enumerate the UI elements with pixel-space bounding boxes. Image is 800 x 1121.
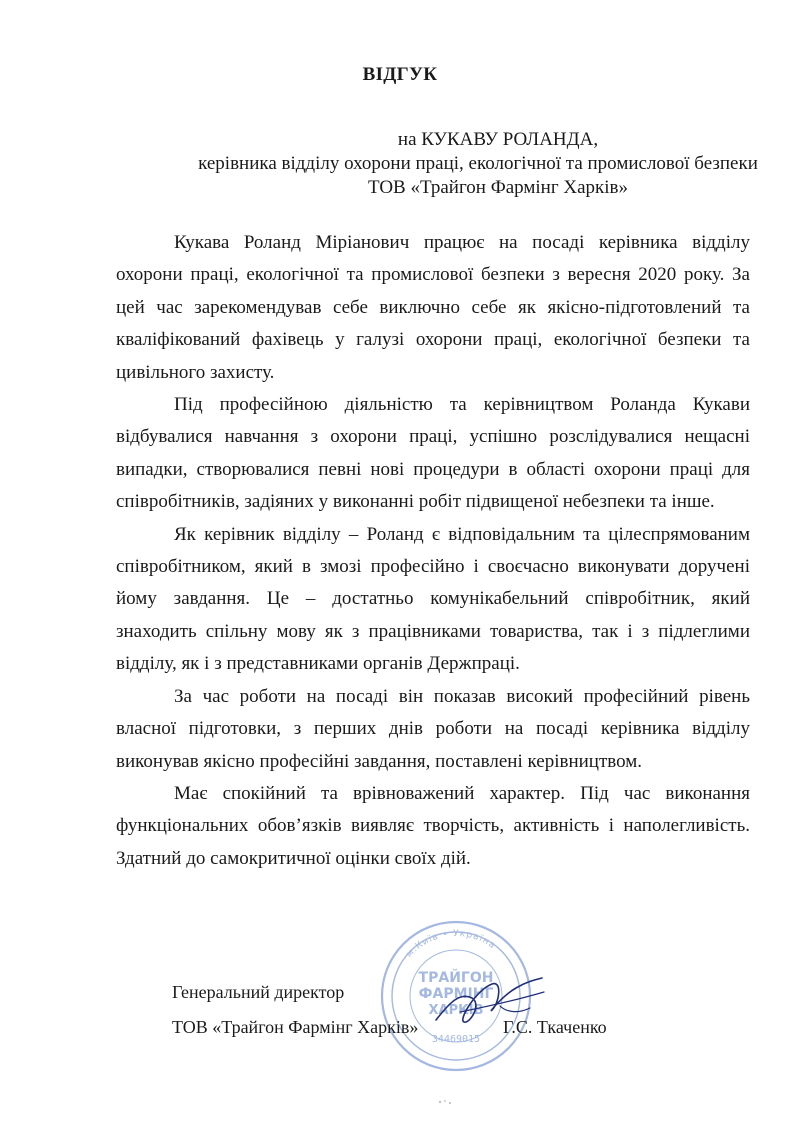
document-body	[116, 227, 750, 875]
paragraph: Під професійною діяльністю та керівництвом Роланда Кукави відбувалися навчання з охорони праці, успішно розслідувалися нещасні випадки, створювалися певні нові процедури в області охорони праці для співробітників, задіяних у виконанні робіт підвищеної небезпеки та інше.	[116, 394, 750, 513]
paragraph: Як керівник відділу – Роланд є відповідальним та цілеспрямованим співробітником, який в змозі професійно і своєчасно виконувати доручені йому завдання. Це – достатньо комунікабельний співробітник, який знаходить спільну мову як з працівниками товариства, так і з підлеглими відділу, як і з представниками органів Держпраці.	[116, 523, 750, 675]
stamp-line-3: ХАРКІВ	[428, 1003, 484, 1018]
stamp-line-2: ФАРМІНГ	[418, 986, 494, 1002]
stamp-code: 34469015	[431, 1034, 481, 1045]
addressee-block	[0, 128, 800, 200]
svg-text:м.Київ • Україна	[405, 929, 498, 960]
addressee-line-1: на КУКАВУ РОЛАНДА,	[397, 129, 599, 150]
document-title: ВІДГУК	[362, 64, 438, 85]
stamp-top-text: м.Київ • Україна	[404, 928, 498, 960]
signer-company: ТОВ «Трайгон Фармінг Харків»	[172, 1017, 419, 1037]
paragraph: За час роботи на посаді він показав високий професійний рівень власної підготовки, з перших днів роботи на посаді керівника відділу виконував якісно професійні завдання, поставлені керівництвом.	[116, 685, 750, 772]
scan-speck	[436, 1098, 454, 1106]
paragraph: Кукава Роланд Міріанович працює на посаді керівника відділу охорони праці, екологічної та промислової безпеки з вересня 2020 року. За цей час зарекомендував себе виключно себе як якісно-підготовлений та кваліфікований фахівець у галузі охорони праці, екологічної безпеки та цивільного захисту.	[116, 232, 750, 383]
paragraph: Має спокійний та врівноважений характер. Під час виконання функціональних обов’язків виявляє творчість, активність і наполегливість. Здатний до самокритичної оцінки своїх дій.	[116, 782, 750, 869]
signer-name: Г.С. Ткаченко	[503, 1017, 607, 1037]
addressee-line-3: ТОВ «Трайгон Фармінг Харків»	[367, 177, 629, 198]
signature-block	[172, 975, 418, 1045]
stamp-line-1: ТРАЙГОН	[418, 970, 494, 986]
signer-position: Генеральний директор	[172, 982, 345, 1002]
addressee-line-2: керівника відділу охорони праці, екологічної та промислової безпеки	[198, 153, 758, 174]
